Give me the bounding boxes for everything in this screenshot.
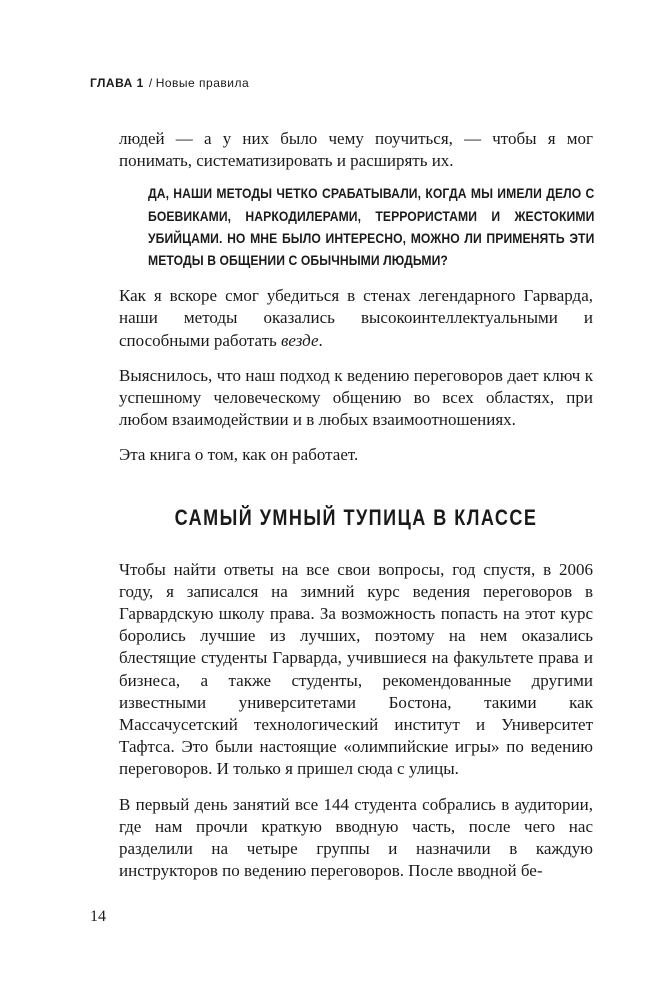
page-body <box>119 128 593 882</box>
running-header <box>90 76 249 90</box>
paragraph-harvard <box>119 285 593 352</box>
page-number: 14 <box>90 908 106 925</box>
paragraph-first-day: В первый день занятий все 144 студента собрались в аудитории, где нам прочли краткую вводную часть, после чего нас разделили на четыре группы и назначили в каждую инструкторов по ведению переговоров. После вводной бе- <box>119 794 593 881</box>
callout-quote: ДА, НАШИ МЕТОДЫ ЧЕТКО СРАБАТЫВАЛИ, КОГДА МЫ ИМЕЛИ ДЕЛО С БОЕВИКАМИ, НАРКОДИЛЕРАМИ, ТЕРРОРИСТАМИ И ЖЕСТОКИМИ УБИЙЦАМИ. НО МНЕ БЫЛО ИНТЕРЕСНО, МОЖНО ЛИ ПРИМЕНЯТЬ ЭТИ МЕТОДЫ В ОБЩЕНИИ С ОБЫЧНЫМИ ЛЮДЬМИ? <box>148 186 595 269</box>
emphasis-text: везде <box>281 330 319 350</box>
section-heading: САМЫЙ УМНЫЙ ТУПИЦА В КЛАССЕ <box>174 504 538 530</box>
header-separator: / <box>148 76 153 90</box>
paragraph-continuation: людей — а у них было чему поучиться, — чтобы я мог понимать, систематизировать и расширять их. <box>119 129 593 171</box>
paragraph-harvard-end: . <box>318 330 323 350</box>
paragraph-harvard-text: Как я вскоре смог убедиться в стенах легендарного Гарварда, наши методы оказались высокоинтеллектуальными и способными работать <box>119 286 593 350</box>
paragraph-book: Эта книга о том, как он работает. <box>119 445 359 465</box>
chapter-label: ГЛАВА 1 <box>90 76 144 90</box>
paragraph-approach: Выяснилось, что наш подход к ведению переговоров дает ключ к успешному человеческому общению во всех областях, при любом взаимодействии и в любых взаимоотношениях. <box>119 365 593 430</box>
paragraph-course: Чтобы найти ответы на все свои вопросы, год спустя, в 2006 году, я записался на зимний курс ведения переговоров в Гарвардскую школу права. За возможность попасть на этот курс боролись лучшие из лучших, поэтому на нем оказались блестящие студенты Гарварда, учившиеся на факультете права и бизнеса, а также студенты, рекомендованные другими известными университетами Бостона, такими как Массачусетский технологический институт и Университет Тафтса. Это были настоящие «олимпийские игры» по ведению переговоров. И только я пришел сюда с улицы. <box>119 559 593 779</box>
chapter-title: Новые правила <box>155 76 250 90</box>
